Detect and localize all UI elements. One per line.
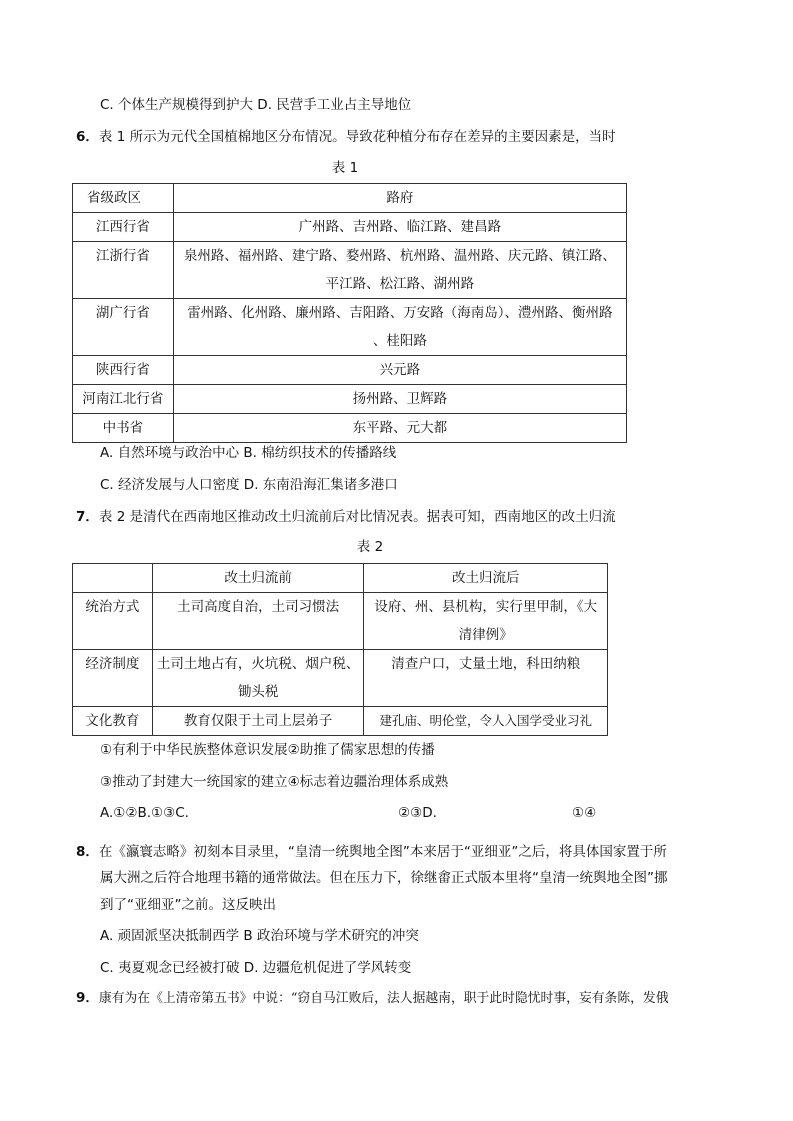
table-cell-line: 设府、州、县机构，实行里甲制，《大 [374,599,598,615]
q8-stem-text: 在《瀛寰志略》初刻本目录里，“皇清一统舆地全图”本来居于“亚细亚”之后，将具体国家置于所 [98,844,667,860]
table-row [73,299,627,356]
table-cell-region: 江西行省 [73,213,174,242]
q7-statement-2: ③推动了封建大一统国家的建立④标志着边疆治理体系成熟 [100,774,449,790]
q8-number: 8． [76,844,99,860]
q7-table-caption: 表 2 [356,539,384,555]
table-cell-routes: 扬州路、卫辉路 [173,385,626,414]
q8-stem-line3: 到了“亚细亚”之前。这反映出 [100,897,276,913]
q6-table-caption: 表 1 [331,160,359,176]
table-header-cell: 路府 [173,184,626,213]
table-row-label: 统治方式 [73,593,153,650]
table-cell-routes: 广州路、吉州路、临江路、建昌路 [173,213,626,242]
table-header-cell: 改土归流前 [152,564,364,593]
table-header-cell: 省级政区 [73,184,174,213]
q7-stem-text: 表 2 是清代在西南地区推动改土归流前后对比情况表。据表可知，西南地区的改土归流 [98,509,616,525]
table-row [73,184,627,213]
table-cell-routes [173,299,626,356]
table-cell-before: 教育仅限于土司上层弟子 [152,707,364,736]
q6-options-cd: C. 经济发展与人口密度 D. 东南沿海汇集诸多港口 [100,477,398,493]
table-cell-line: 清律例》 [458,627,513,643]
table-cell-region: 湖广行省 [73,299,174,356]
q6-stem [76,127,616,147]
table-cell-after: 建孔庙、明伦堂，令人入国学受业习礼 [364,707,608,736]
table-cell-line: 泉州路、福州路、建宁路、婺州路、杭州路、温州路、庆元路、镇江路、 [183,248,616,264]
table-cell-routes: 东平路、元大都 [173,414,626,443]
table-row [73,242,627,299]
table-cell-line: 平江路、松江路、湖州路 [325,276,475,292]
table-cell-after [364,593,608,650]
table-row [73,593,608,650]
table-cell-line: 、桂阳路 [372,333,427,349]
q8-stem-line1 [76,842,667,862]
q8-stem-line2: 属大洲之后符合地理书籍的通常做法。但在压力下，徐继畬正式版本里将“皇清一统舆地全图”挪 [100,870,668,886]
q6-options-ab: A. 自然环境与政治中心 B. 棉纺织技术的传播路线 [100,445,397,461]
table-cell-region: 陕西行省 [73,356,174,385]
q9-stem [76,988,669,1009]
q7-stem [76,507,616,527]
table-cell-line: 雷州路、化州路、廉州路、吉阳路、万安路（海南岛）、澧州路、衡州路 [187,305,613,321]
q7-statement-1: ①有利于中华民族整体意识发展②助推了儒家思想的传播 [100,742,435,758]
q7-number: 7． [76,509,99,525]
q7-table [72,563,608,736]
table-cell-line: 锄头税 [237,684,279,700]
table-cell-region: 江浙行省 [73,242,174,299]
table-cell-before: 土司高度自治，土司习惯法 [152,593,364,650]
table-cell-after: 清查户口，丈量土地，科田纳粮 [364,650,608,707]
table-cell-region: 中书省 [73,414,174,443]
q8-options-ab: A. 顽固派坚决抵制西学 B 政治环境与学术研究的冲突 [100,928,419,944]
table-row-label: 经济制度 [73,650,153,707]
q6-table [72,183,627,443]
table-cell-routes: 兴元路 [173,356,626,385]
table-row [73,414,627,443]
table-cell-line: 土司土地占有，火坑税、烟户税、 [156,656,360,672]
table-cell-region: 河南江北行省 [73,385,174,414]
table-row [73,356,627,385]
table-cell-before [152,650,364,707]
table-row [73,707,608,736]
table-header-cell: 改土归流后 [364,564,608,593]
q9-stem-text: 康有为在《上清帝第五书》中说：“窃自马江败后，法人据越南，职于此时隐忧时事，妄有条陈，发俄 [98,991,669,1006]
table-row [73,213,627,242]
q8-options-cd: C. 夷夏观念已经被打破 D. 边疆危机促进了学风转变 [100,960,412,976]
table-row [73,385,627,414]
q7-options-abc: A.①②B.①③C. [100,805,189,821]
q7-options-d: ①④ [572,805,597,821]
table-row-label: 文化教育 [73,707,153,736]
q6-number: 6． [76,129,99,145]
table-header-cell [73,564,153,593]
table-row [73,564,608,593]
q9-number: 9． [76,990,99,1006]
table-cell-routes [173,242,626,299]
table-row [73,650,608,707]
q6-stem-text: 表 1 所示为元代全国植棉地区分布情况。导致花种植分布存在差异的主要因素是，当时 [98,129,616,145]
q5-options-cd: C. 个体生产规模得到护大 D. 民营手工业占主导地位 [100,97,412,113]
q7-options-d-prefix: ②③D. [398,805,437,821]
